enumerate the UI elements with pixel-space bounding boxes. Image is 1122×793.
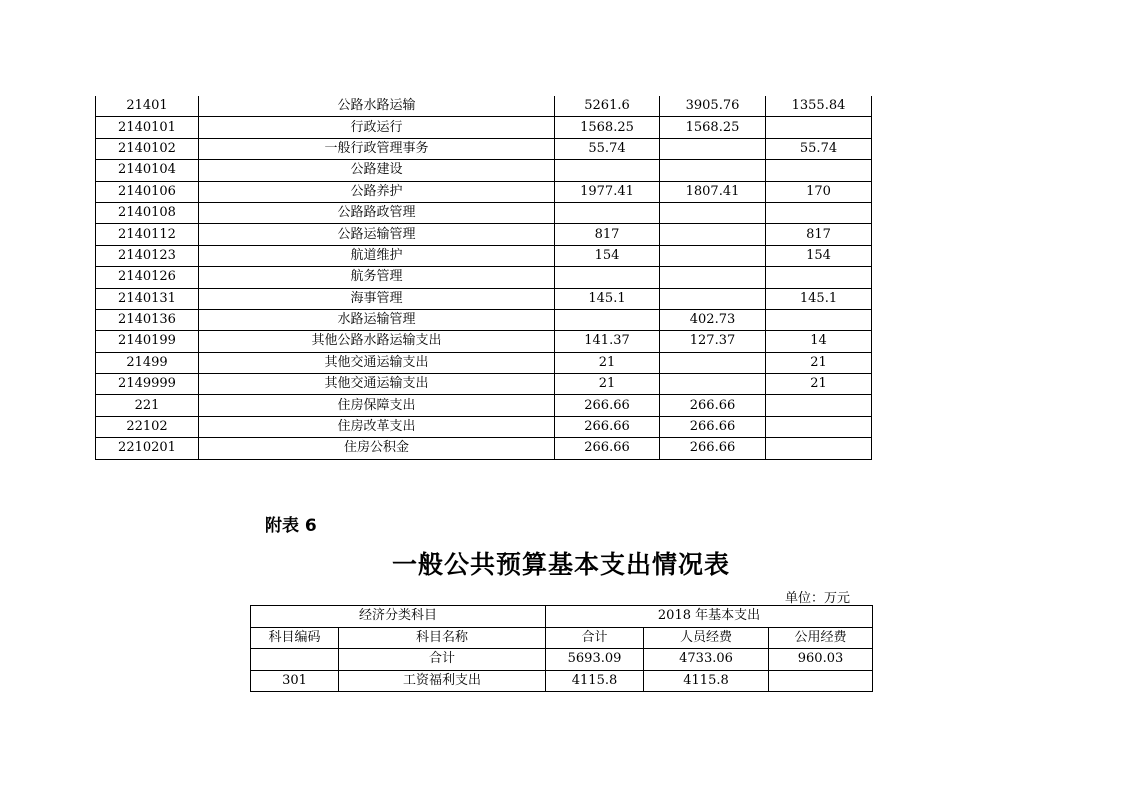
cell-public: 1355.84 <box>766 96 872 117</box>
cell-code: 22102 <box>96 416 199 437</box>
cell-personnel: 266.66 <box>660 438 766 459</box>
cell-total: 154 <box>555 245 660 266</box>
cell-code: 301 <box>251 670 339 692</box>
cell-personnel <box>660 288 766 309</box>
cell-name: 一般行政管理事务 <box>199 138 555 159</box>
cell-code: 221 <box>96 395 199 416</box>
cell-name: 住房公积金 <box>199 438 555 459</box>
cell-name: 航务管理 <box>199 267 555 288</box>
cell-name: 行政运行 <box>199 117 555 138</box>
cell-personnel: 266.66 <box>660 395 766 416</box>
table-row <box>96 416 872 437</box>
cell-personnel: 4115.8 <box>644 670 769 692</box>
cell-code: 2149999 <box>96 374 199 395</box>
cell-personnel: 402.73 <box>660 309 766 330</box>
column-header: 合计 <box>546 627 644 649</box>
column-header: 科目名称 <box>339 627 546 649</box>
cell-public: 817 <box>766 224 872 245</box>
cell-total: 21 <box>555 374 660 395</box>
group-header-right: 2018 年基本支出 <box>546 606 873 628</box>
cell-public: 170 <box>766 181 872 202</box>
cell-name: 工资福利支出 <box>339 670 546 692</box>
cell-public: 145.1 <box>766 288 872 309</box>
cell-name: 其他交通运输支出 <box>199 374 555 395</box>
basic-expenditure-table <box>250 605 873 692</box>
cell-name: 公路路政管理 <box>199 202 555 223</box>
group-header-left: 经济分类科目 <box>251 606 546 628</box>
unit-label: 单位：万元 <box>785 591 851 606</box>
cell-public <box>766 160 872 181</box>
cell-public <box>769 670 873 692</box>
cell-code: 2210201 <box>96 438 199 459</box>
cell-code: 2140199 <box>96 331 199 352</box>
column-header: 人员经费 <box>644 627 769 649</box>
cell-personnel: 1807.41 <box>660 181 766 202</box>
table-row <box>96 267 872 288</box>
page-title: 一般公共预算基本支出情况表 <box>391 550 730 579</box>
cell-personnel <box>660 267 766 288</box>
cell-code <box>251 649 339 671</box>
cell-total: 1568.25 <box>555 117 660 138</box>
table-row <box>96 331 872 352</box>
cell-personnel <box>660 374 766 395</box>
cell-public <box>766 202 872 223</box>
cell-public: 14 <box>766 331 872 352</box>
cell-code: 2140112 <box>96 224 199 245</box>
cell-personnel <box>660 160 766 181</box>
cell-name: 公路养护 <box>199 181 555 202</box>
cell-personnel: 3905.76 <box>660 96 766 117</box>
expenditure-continuation-table <box>95 96 872 460</box>
cell-total: 266.66 <box>555 438 660 459</box>
cell-personnel <box>660 245 766 266</box>
cell-public: 154 <box>766 245 872 266</box>
cell-total <box>555 267 660 288</box>
cell-name: 其他公路水路运输支出 <box>199 331 555 352</box>
table-row <box>96 202 872 223</box>
cell-name: 航道维护 <box>199 245 555 266</box>
table-row <box>96 395 872 416</box>
cell-public: 21 <box>766 374 872 395</box>
cell-public <box>766 309 872 330</box>
table-row <box>96 181 872 202</box>
cell-total: 817 <box>555 224 660 245</box>
cell-total <box>555 309 660 330</box>
cell-name: 公路水路运输 <box>199 96 555 117</box>
cell-total: 55.74 <box>555 138 660 159</box>
cell-total: 141.37 <box>555 331 660 352</box>
cell-public: 960.03 <box>769 649 873 671</box>
cell-total: 21 <box>555 352 660 373</box>
table-row <box>96 288 872 309</box>
cell-code: 2140126 <box>96 267 199 288</box>
cell-name: 住房保障支出 <box>199 395 555 416</box>
cell-name: 公路建设 <box>199 160 555 181</box>
cell-personnel: 1568.25 <box>660 117 766 138</box>
cell-total <box>555 160 660 181</box>
cell-name: 公路运输管理 <box>199 224 555 245</box>
table-row <box>96 245 872 266</box>
cell-total: 5693.09 <box>546 649 644 671</box>
cell-code: 2140102 <box>96 138 199 159</box>
cell-personnel: 4733.06 <box>644 649 769 671</box>
cell-code: 2140106 <box>96 181 199 202</box>
cell-public <box>766 416 872 437</box>
table-row <box>96 117 872 138</box>
table-row <box>251 649 873 671</box>
cell-personnel <box>660 202 766 223</box>
cell-total: 266.66 <box>555 416 660 437</box>
column-header-row <box>251 627 873 649</box>
cell-personnel <box>660 224 766 245</box>
cell-public: 55.74 <box>766 138 872 159</box>
table-row <box>96 138 872 159</box>
cell-public <box>766 438 872 459</box>
cell-total: 5261.6 <box>555 96 660 117</box>
table-row <box>251 670 873 692</box>
cell-total <box>555 202 660 223</box>
cell-public <box>766 395 872 416</box>
table-row <box>96 374 872 395</box>
cell-name: 水路运输管理 <box>199 309 555 330</box>
column-header: 公用经费 <box>769 627 873 649</box>
cell-code: 2140101 <box>96 117 199 138</box>
cell-total: 145.1 <box>555 288 660 309</box>
group-header-row <box>251 606 873 628</box>
cell-public <box>766 117 872 138</box>
cell-personnel <box>660 352 766 373</box>
cell-total: 1977.41 <box>555 181 660 202</box>
cell-name: 其他交通运输支出 <box>199 352 555 373</box>
table-row <box>96 224 872 245</box>
appendix-label: 附表 6 <box>265 516 317 536</box>
table-row <box>96 438 872 459</box>
cell-code: 2140136 <box>96 309 199 330</box>
table-row <box>96 309 872 330</box>
cell-name: 合计 <box>339 649 546 671</box>
cell-name: 海事管理 <box>199 288 555 309</box>
cell-personnel <box>660 138 766 159</box>
column-header: 科目编码 <box>251 627 339 649</box>
table-row <box>96 352 872 373</box>
cell-code: 21401 <box>96 96 199 117</box>
cell-code: 2140108 <box>96 202 199 223</box>
table-row <box>96 160 872 181</box>
cell-code: 2140131 <box>96 288 199 309</box>
cell-code: 21499 <box>96 352 199 373</box>
table-row <box>96 96 872 117</box>
cell-personnel: 127.37 <box>660 331 766 352</box>
cell-public <box>766 267 872 288</box>
cell-total: 266.66 <box>555 395 660 416</box>
cell-code: 2140104 <box>96 160 199 181</box>
cell-code: 2140123 <box>96 245 199 266</box>
cell-personnel: 266.66 <box>660 416 766 437</box>
cell-name: 住房改革支出 <box>199 416 555 437</box>
cell-total: 4115.8 <box>546 670 644 692</box>
cell-public: 21 <box>766 352 872 373</box>
